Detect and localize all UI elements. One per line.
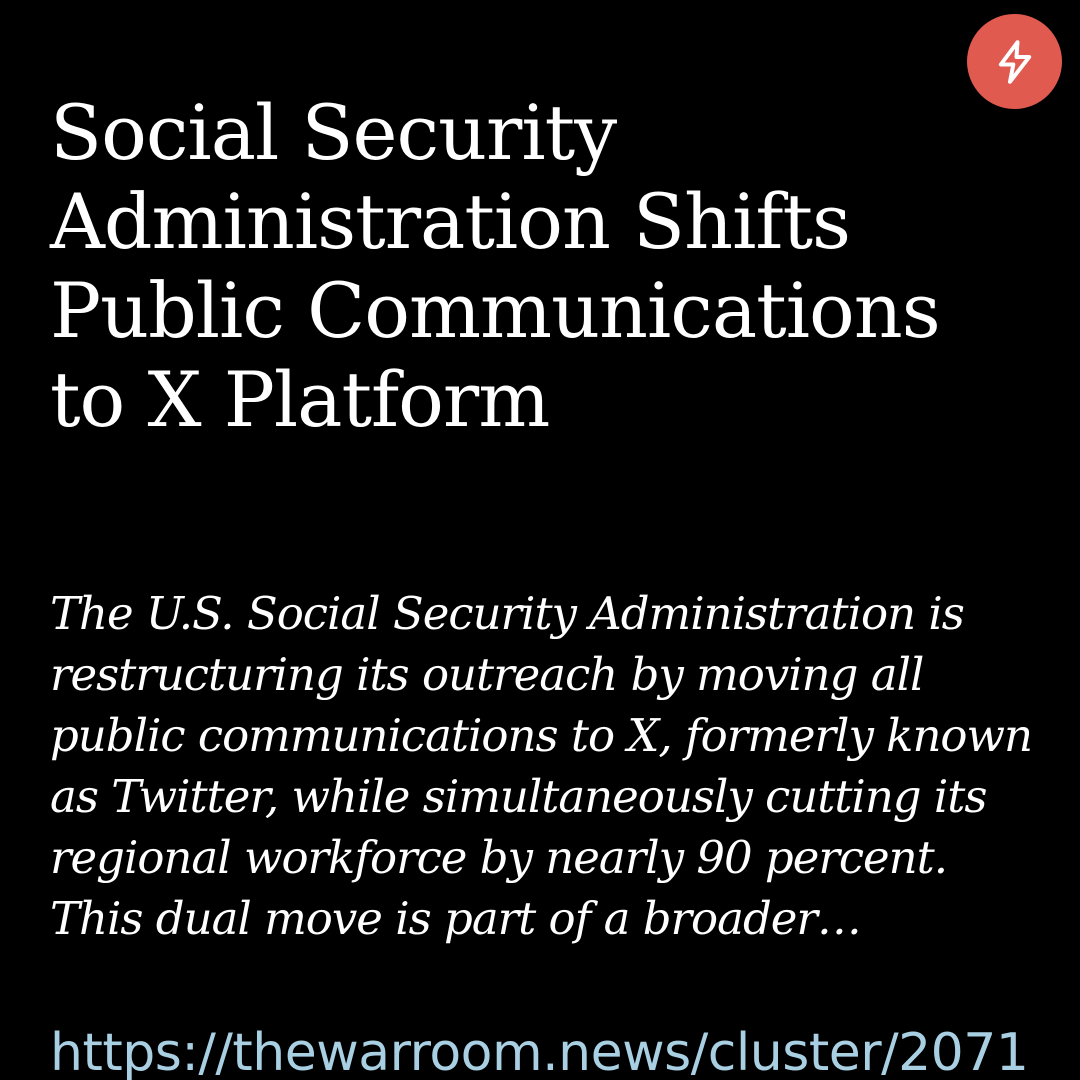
article-link[interactable]: https://thewarroom.news/cluster/2071 [50,1023,1029,1080]
headline: Social Security Administration Shifts Public Communications to X Platform [50,88,940,444]
article-summary: The U.S. Social Security Administration is restructuring its outreach by moving all public communications to X, formerly known as Twitter, while simultaneously cutting its regional workforce by nearly 90 percent. This dual move is part of a broader… [50,587,1033,945]
lightning-icon [990,37,1040,87]
